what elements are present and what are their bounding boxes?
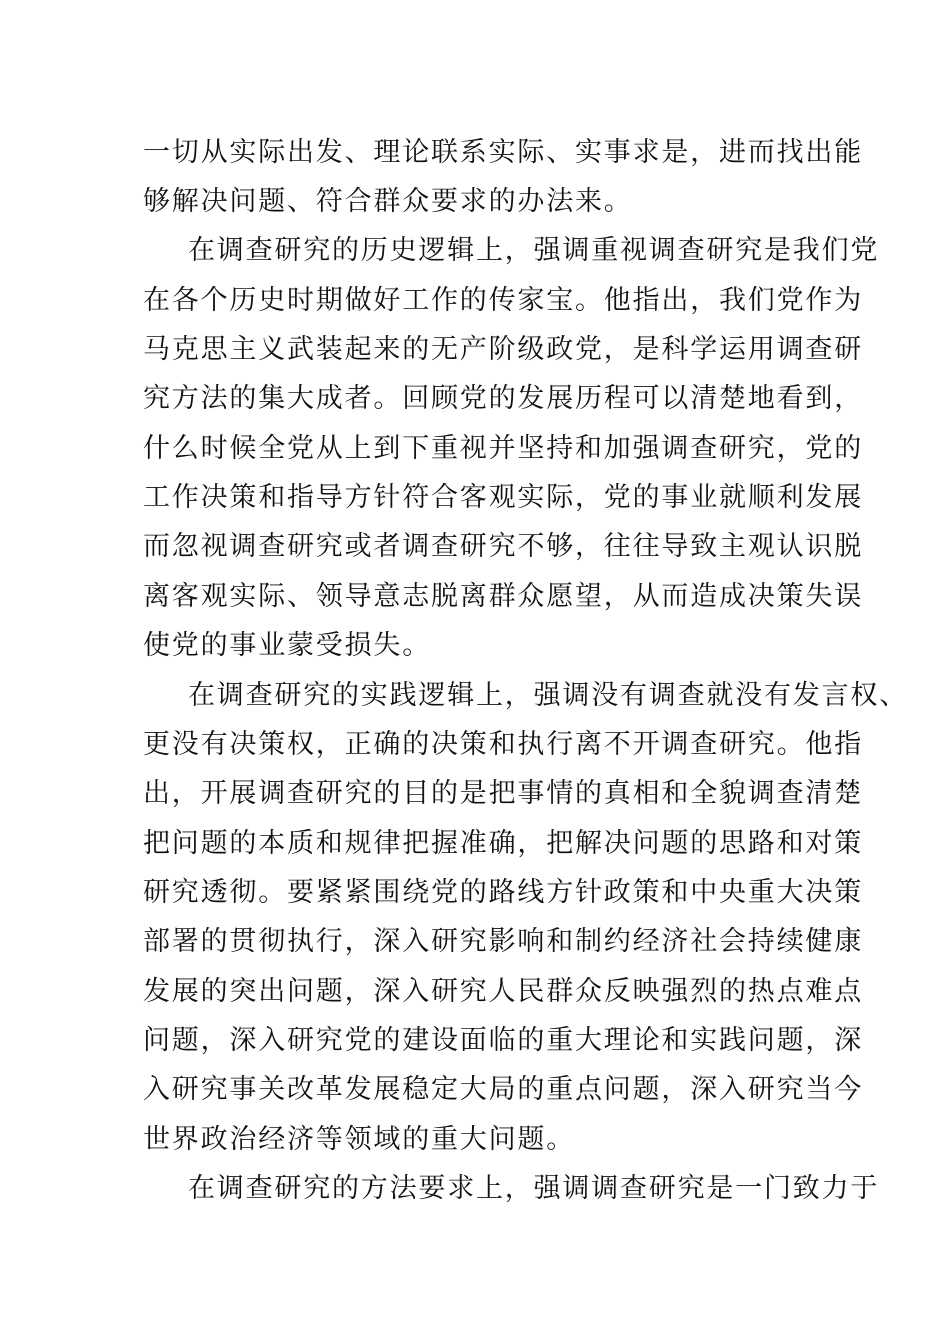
paragraph-3-line-8: 问题，深入研究党的建设面临的重大理论和实践问题，深 [143, 1025, 863, 1056]
paragraph-2-line-4: 究方法的集大成者。回顾党的发展历程可以清楚地看到， [143, 383, 863, 414]
paragraph-2-line-3: 马克思主义武装起来的无产阶级政党，是科学运用调查研 [143, 334, 863, 365]
paragraph-3-line-4: 把问题的本质和规律把握准确，把解决问题的思路和对策 [143, 828, 863, 859]
paragraph-2-line-5: 什么时候全党从上到下重视并坚持和加强调查研究，党的 [143, 433, 863, 464]
paragraph-3-line-1: 在调查研究的实践逻辑上，强调没有调查就没有发言权、 [188, 680, 908, 711]
paragraph-2-line-7: 而忽视调查研究或者调查研究不够，往往导致主观认识脱 [143, 531, 863, 562]
paragraph-2-line-6: 工作决策和指导方针符合客观实际，党的事业就顺利发展 [143, 482, 863, 513]
paragraph-1-line-2: 够解决问题、符合群众要求的办法来。 [143, 186, 633, 217]
paragraph-2-line-2: 在各个历史时期做好工作的传家宝。他指出，我们党作为 [143, 285, 863, 316]
paragraph-3-line-3: 出，开展调查研究的目的是把事情的真相和全貌调查清楚 [143, 778, 863, 809]
paragraph-3-line-10: 世界政治经济等领域的重大问题。 [143, 1124, 575, 1155]
paragraph-3-line-7: 发展的突出问题，深入研究人民群众反映强烈的热点难点 [143, 976, 863, 1007]
paragraph-2-line-1: 在调查研究的历史逻辑上，强调重视调查研究是我们党 [188, 235, 880, 266]
paragraph-3-line-6: 部署的贯彻执行，深入研究影响和制约经济社会持续健康 [143, 926, 863, 957]
paragraph-3-line-2: 更没有决策权，正确的决策和执行离不开调查研究。他指 [143, 729, 863, 760]
paragraph-1-line-1: 一切从实际出发、理论联系实际、实事求是，进而找出能 [143, 137, 863, 168]
paragraph-3-line-5: 研究透彻。要紧紧围绕党的路线方针政策和中央重大决策 [143, 877, 863, 908]
paragraph-4-line-1: 在调查研究的方法要求上，强调调查研究是一门致力于 [188, 1173, 880, 1204]
paragraph-3-line-9: 入研究事关改革发展稳定大局的重点问题，深入研究当今 [143, 1074, 863, 1105]
paragraph-2-line-9: 使党的事业蒙受损失。 [143, 630, 431, 661]
paragraph-2-line-8: 离客观实际、领导意志脱离群众愿望，从而造成决策失误 [143, 581, 863, 612]
